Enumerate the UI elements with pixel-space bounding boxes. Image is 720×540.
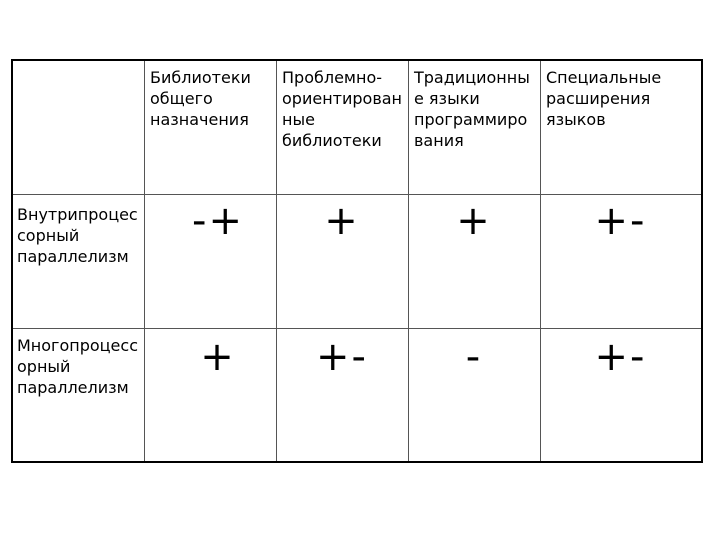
table-cell-mark: +-: [316, 334, 368, 380]
column-header-problem-oriented-libraries: Проблемно- ориентирован ные библиотеки: [282, 68, 403, 150]
table-cell-mark: -: [465, 334, 483, 380]
table-cell-mark: +: [324, 198, 360, 244]
row-label-multiprocessor-parallelism: Многопроцесс орный параллелизм: [17, 336, 138, 397]
row-divider: [13, 328, 701, 329]
comparison-table: [11, 59, 703, 463]
table-cell-mark: -+: [192, 198, 244, 244]
column-header-traditional-languages: Традиционны е языки программиро вания: [414, 68, 530, 150]
table-cell-mark: +: [456, 198, 492, 244]
row-label-intraprocessor-parallelism: Внутрипроцес сорный параллелизм: [17, 205, 138, 266]
column-header-general-libraries: Библиотеки общего назначения: [150, 68, 251, 129]
column-header-language-extensions: Специальные расширения языков: [546, 68, 662, 129]
table-cell-mark: +-: [594, 198, 647, 244]
row-divider: [13, 194, 701, 195]
table-cell-mark: +: [200, 334, 236, 380]
header-empty-cell: [13, 61, 144, 194]
table-cell-mark: +-: [594, 334, 647, 380]
